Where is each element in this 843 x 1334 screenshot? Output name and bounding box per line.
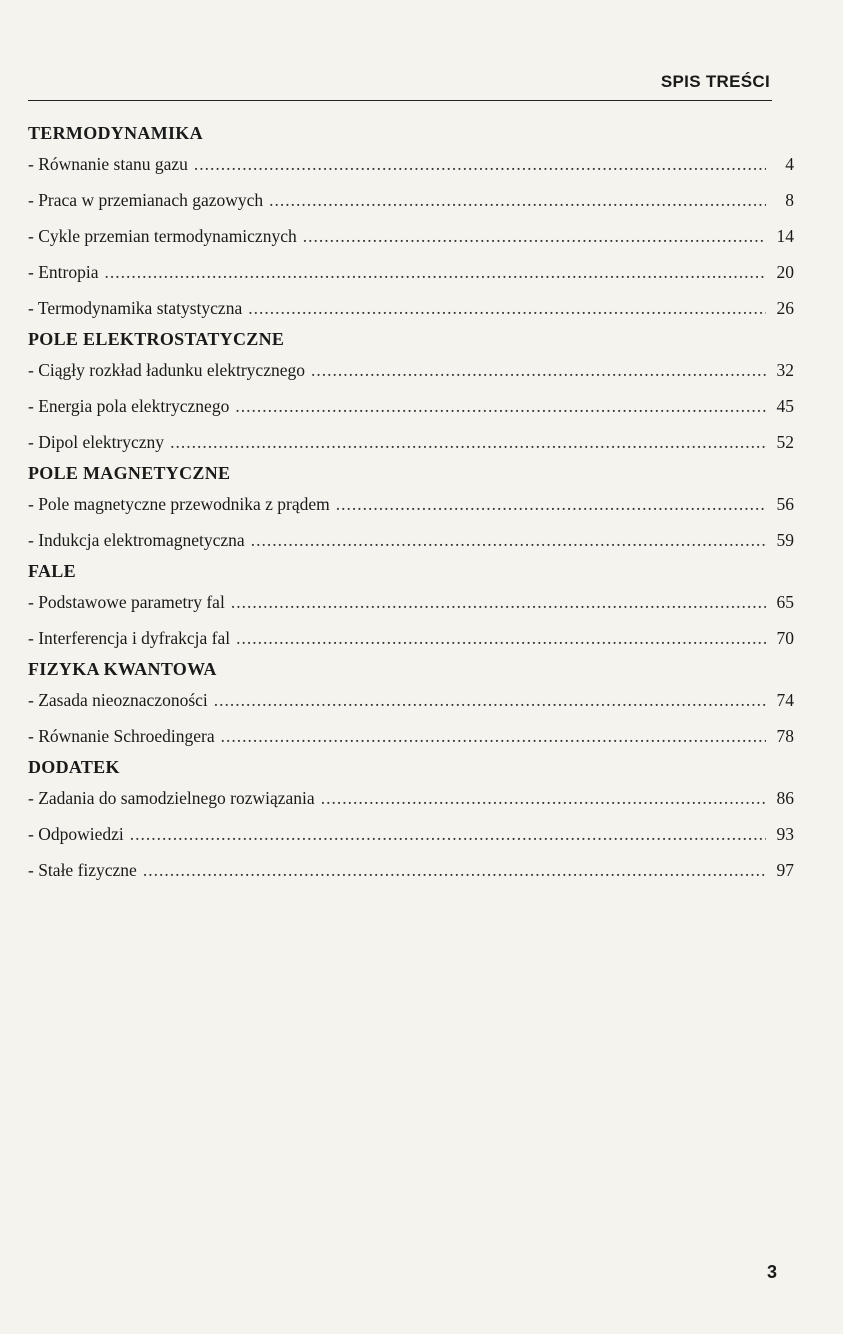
- toc-entry[interactable]: [28, 780, 794, 816]
- toc-entry[interactable]: [28, 182, 794, 218]
- toc-entry-label: - Energia pola elektrycznego: [28, 396, 230, 416]
- section-title: POLE ELEKTROSTATYCZNE: [28, 329, 285, 349]
- toc-entry-label: - Termodynamika statystyczna: [28, 298, 243, 318]
- toc-entry-page: 8: [785, 190, 794, 210]
- toc-entry[interactable]: [28, 522, 794, 558]
- toc-entry-label: - Odpowiedzi: [28, 824, 124, 844]
- toc-entry-label: - Interferencja i dyfrakcja fal: [28, 628, 231, 648]
- dot-leader: [251, 522, 766, 558]
- toc-entry-label: - Pole magnetyczne przewodnika z prądem: [28, 494, 330, 514]
- toc-entry-page: 59: [776, 530, 794, 550]
- section-title: POLE MAGNETYCZNE: [28, 463, 231, 483]
- dot-leader: [236, 620, 766, 656]
- toc-section: [28, 460, 794, 558]
- dot-leader: [143, 852, 766, 888]
- dot-leader: [336, 486, 766, 522]
- toc-entry-label: - Równanie stanu gazu: [28, 154, 188, 174]
- toc-entry-label: - Indukcja elektromagnetyczna: [28, 530, 245, 550]
- toc-entry-page: 65: [776, 592, 794, 612]
- toc-entry-page: 45: [776, 396, 794, 416]
- toc-entry-label: - Równanie Schroedingera: [28, 726, 215, 746]
- page-title: SPIS TREŚCI: [660, 72, 770, 91]
- toc-entry[interactable]: [28, 146, 794, 182]
- toc-entry-page: 56: [776, 494, 794, 514]
- toc-entry[interactable]: [28, 486, 794, 522]
- toc-entry-page: 86: [776, 788, 794, 808]
- toc-entry-page: 32: [776, 360, 794, 380]
- toc-entry[interactable]: [28, 352, 794, 388]
- toc-entry[interactable]: [28, 424, 794, 460]
- dot-leader: [311, 352, 766, 388]
- dot-leader: [214, 682, 766, 718]
- toc-entry[interactable]: [28, 682, 794, 718]
- page-header: [28, 66, 772, 101]
- dot-leader: [231, 584, 766, 620]
- toc-entry-page: 78: [776, 726, 794, 746]
- dot-leader: [194, 146, 766, 182]
- table-of-contents: [28, 120, 794, 888]
- toc-entry-page: 70: [776, 628, 794, 648]
- toc-entry[interactable]: [28, 388, 794, 424]
- section-title: TERMODYNAMIKA: [28, 123, 203, 143]
- page-number: 3: [766, 1262, 777, 1282]
- dot-leader: [303, 218, 766, 254]
- section-title: FALE: [28, 561, 76, 581]
- toc-entry-page: 20: [776, 262, 794, 282]
- toc-section: [28, 120, 794, 326]
- toc-entry-label: - Zadania do samodzielnego rozwiązania: [28, 788, 315, 808]
- toc-entry-page: 97: [776, 860, 794, 880]
- toc-entry-page: 26: [776, 298, 794, 318]
- toc-entry-label: - Dipol elektryczny: [28, 432, 165, 452]
- dot-leader: [235, 388, 766, 424]
- toc-entry-label: - Podstawowe parametry fal: [28, 592, 225, 612]
- dot-leader: [321, 780, 766, 816]
- toc-entry-label: - Entropia: [28, 262, 99, 282]
- toc-entry-label: - Zasada nieoznaczoności: [28, 690, 208, 710]
- toc-entry-page: 74: [776, 690, 794, 710]
- section-title: FIZYKA KWANTOWA: [28, 659, 217, 679]
- section-title: DODATEK: [28, 757, 120, 777]
- toc-entry[interactable]: [28, 290, 794, 326]
- dot-leader: [221, 718, 766, 754]
- dot-leader: [104, 254, 766, 290]
- toc-entry-label: - Cykle przemian termodynamicznych: [28, 226, 297, 246]
- toc-entry[interactable]: [28, 852, 794, 888]
- toc-section: [28, 326, 794, 460]
- dot-leader: [170, 424, 766, 460]
- toc-entry[interactable]: [28, 816, 794, 852]
- toc-entry[interactable]: [28, 584, 794, 620]
- toc-entry[interactable]: [28, 718, 794, 754]
- toc-entry-page: 14: [776, 226, 794, 246]
- dot-leader: [130, 816, 766, 852]
- toc-entry-page: 4: [785, 154, 794, 174]
- toc-entry-page: 93: [776, 824, 794, 844]
- toc-entry[interactable]: [28, 620, 794, 656]
- dot-leader: [269, 182, 766, 218]
- toc-entry[interactable]: [28, 254, 794, 290]
- toc-section: [28, 754, 794, 888]
- toc-entry[interactable]: [28, 218, 794, 254]
- toc-entry-label: - Stałe fizyczne: [28, 860, 137, 880]
- toc-entry-label: - Praca w przemianach gazowych: [28, 190, 264, 210]
- toc-section: [28, 558, 794, 656]
- dot-leader: [248, 290, 766, 326]
- toc-entry-label: - Ciągły rozkład ładunku elektrycznego: [28, 360, 305, 380]
- toc-section: [28, 656, 794, 754]
- toc-entry-page: 52: [776, 432, 794, 452]
